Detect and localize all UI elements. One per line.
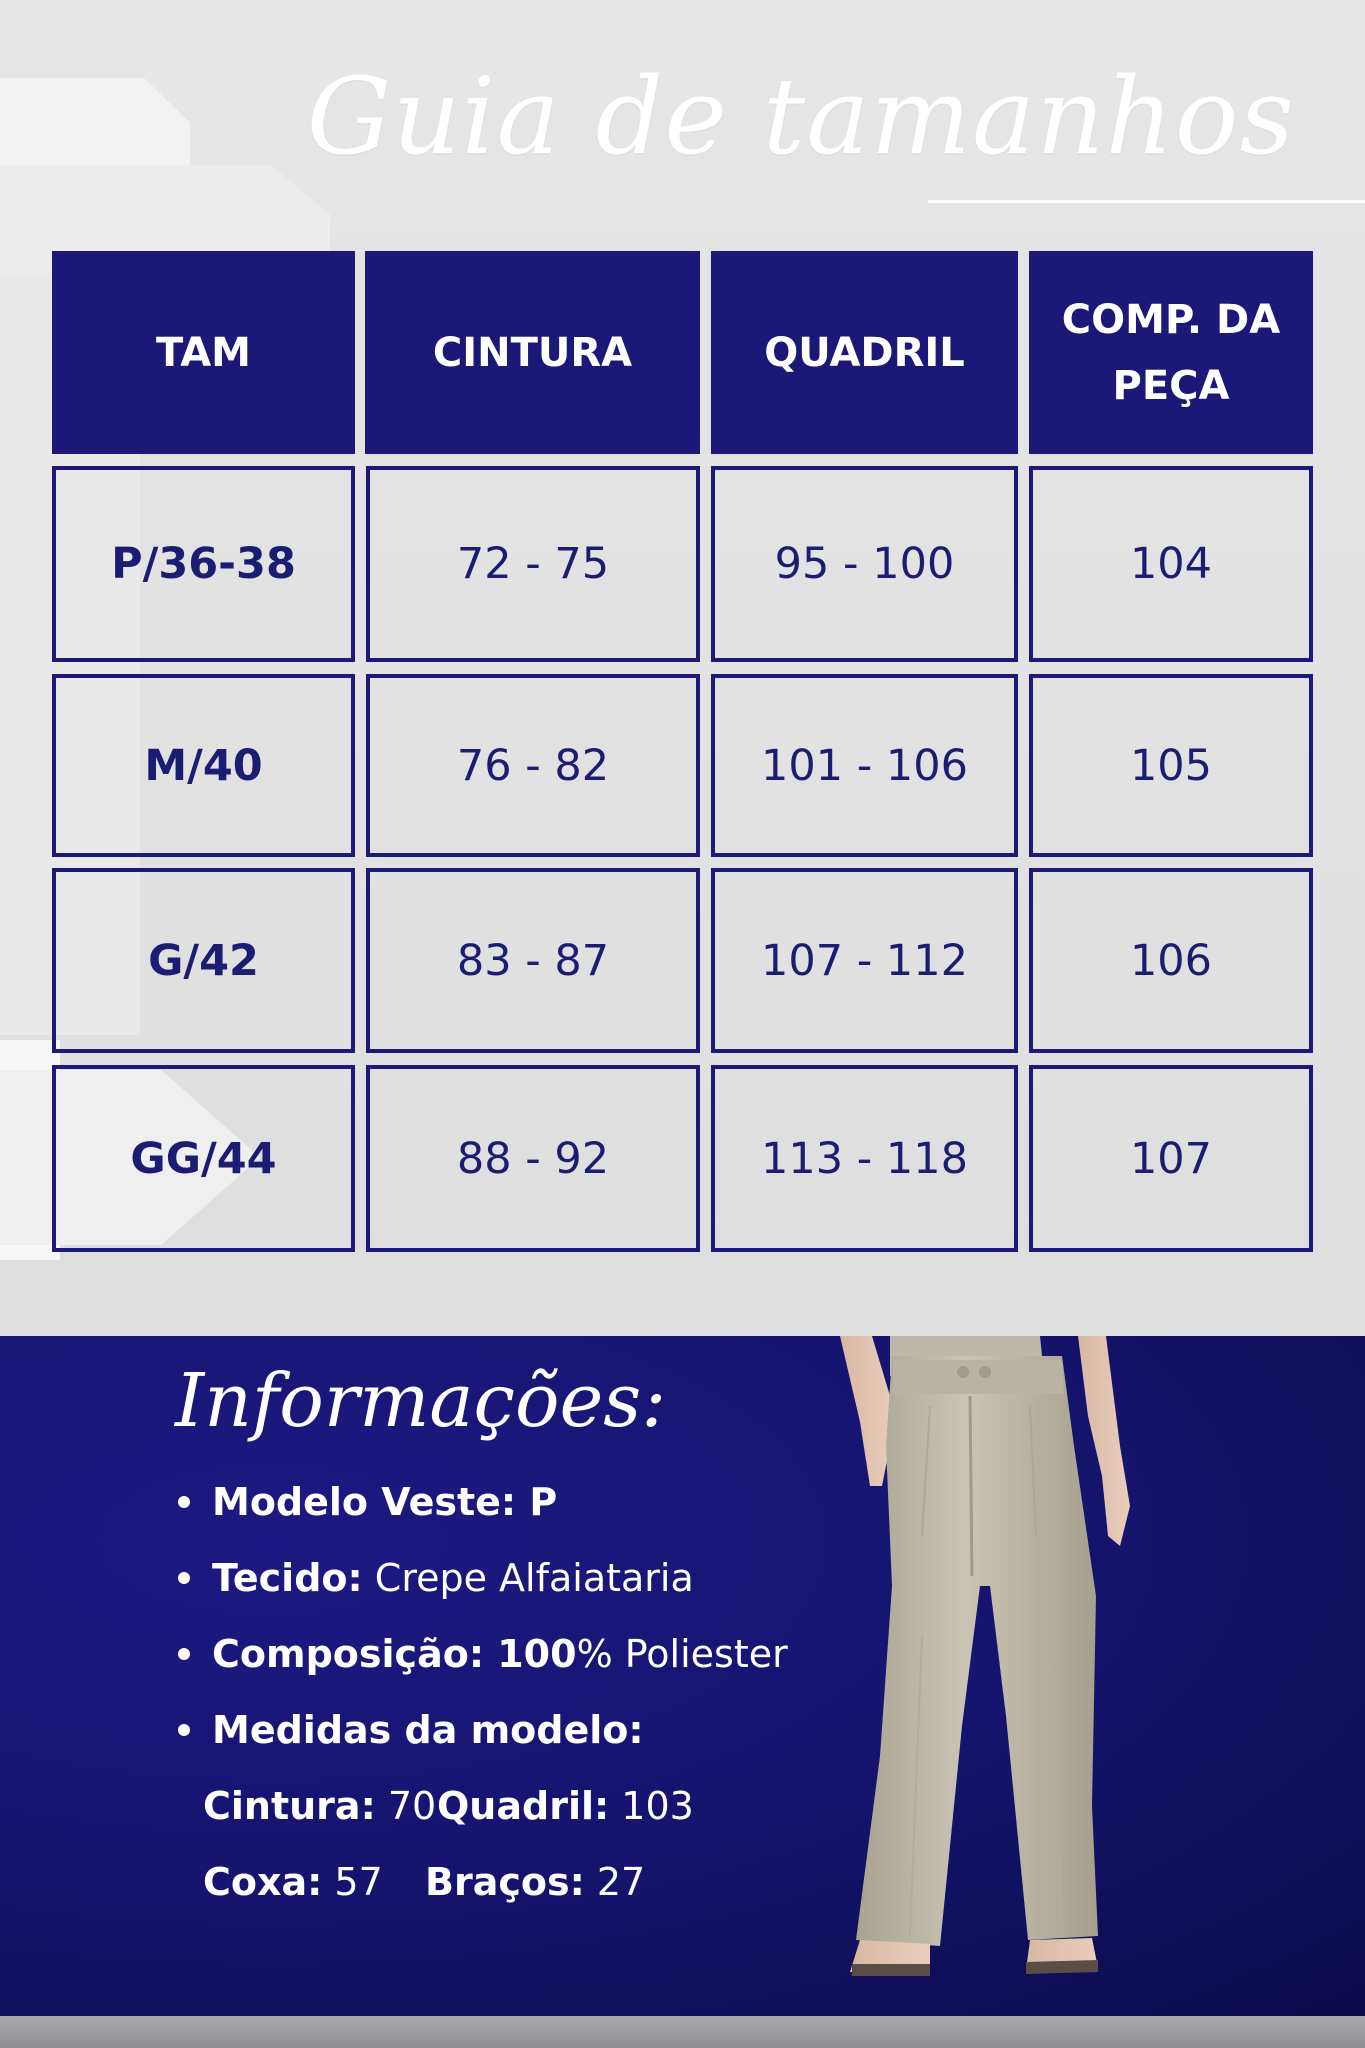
info-item: [178, 1556, 694, 1600]
info-item-label: Medidas da modelo:: [212, 1708, 644, 1752]
page-title: Guia de tamanhos: [306, 55, 1295, 178]
table-cell-quadril: 101 - 106: [711, 674, 1018, 857]
bullet-icon: [178, 1724, 190, 1736]
table-cell-quadril: 107 - 112: [711, 868, 1018, 1053]
info-section: [0, 1336, 1365, 2016]
measure-label: Cintura:: [203, 1784, 376, 1828]
bottom-strip: [0, 2016, 1365, 2048]
table-cell-cintura: 88 - 92: [366, 1065, 700, 1252]
bullet-icon: [178, 1572, 190, 1584]
measure-label: Coxa:: [203, 1860, 323, 1904]
info-item-value: % Poliester: [576, 1632, 788, 1676]
info-item-label: Composição: 100: [212, 1632, 577, 1676]
table-cell-quadril: 95 - 100: [711, 466, 1018, 662]
table-cell-quadril: 113 - 118: [711, 1065, 1018, 1252]
info-item-value: Crepe Alfaiataria: [362, 1556, 694, 1600]
info-item-label: Modelo Veste: P: [212, 1480, 558, 1524]
info-item: [178, 1708, 644, 1752]
column-header-comp: COMP. DA PEÇA: [1029, 251, 1313, 454]
info-title: Informações:: [175, 1358, 667, 1444]
bullet-icon: [178, 1648, 190, 1660]
table-cell-comp: 107: [1029, 1065, 1313, 1252]
table-cell-comp: 105: [1029, 674, 1313, 857]
title-underline: [928, 200, 1365, 203]
info-item: [178, 1632, 788, 1676]
model-measure-cintura: [203, 1784, 436, 1828]
model-trousers-photo: [830, 1336, 1170, 1996]
table-cell-cintura: 72 - 75: [366, 466, 700, 662]
table-cell-size: GG/44: [52, 1065, 355, 1252]
model-measure-bracos: [425, 1860, 645, 1904]
column-header-cintura: CINTURA: [365, 251, 700, 454]
measure-label: Quadril:: [437, 1784, 610, 1828]
bullet-icon: [178, 1496, 190, 1508]
column-header-quadril: QUADRIL: [711, 251, 1018, 454]
info-item: [178, 1480, 557, 1524]
info-item-label: Tecido:: [212, 1556, 363, 1600]
table-cell-size: P/36-38: [52, 466, 355, 662]
table-cell-size: M/40: [52, 674, 355, 857]
measure-value: 103: [609, 1784, 694, 1828]
table-cell-comp: 104: [1029, 466, 1313, 662]
table-cell-comp: 106: [1029, 868, 1313, 1053]
table-cell-cintura: 83 - 87: [366, 868, 700, 1053]
measure-value: 27: [584, 1860, 646, 1904]
measure-value: 57: [322, 1860, 383, 1904]
model-measure-quadril: [437, 1784, 694, 1828]
measure-value: 70: [375, 1784, 437, 1828]
table-cell-size: G/42: [52, 868, 355, 1053]
column-header-tam: TAM: [52, 251, 355, 454]
model-measure-coxa: [203, 1860, 383, 1904]
measure-label: Braços:: [425, 1860, 585, 1904]
table-cell-cintura: 76 - 82: [366, 674, 700, 857]
